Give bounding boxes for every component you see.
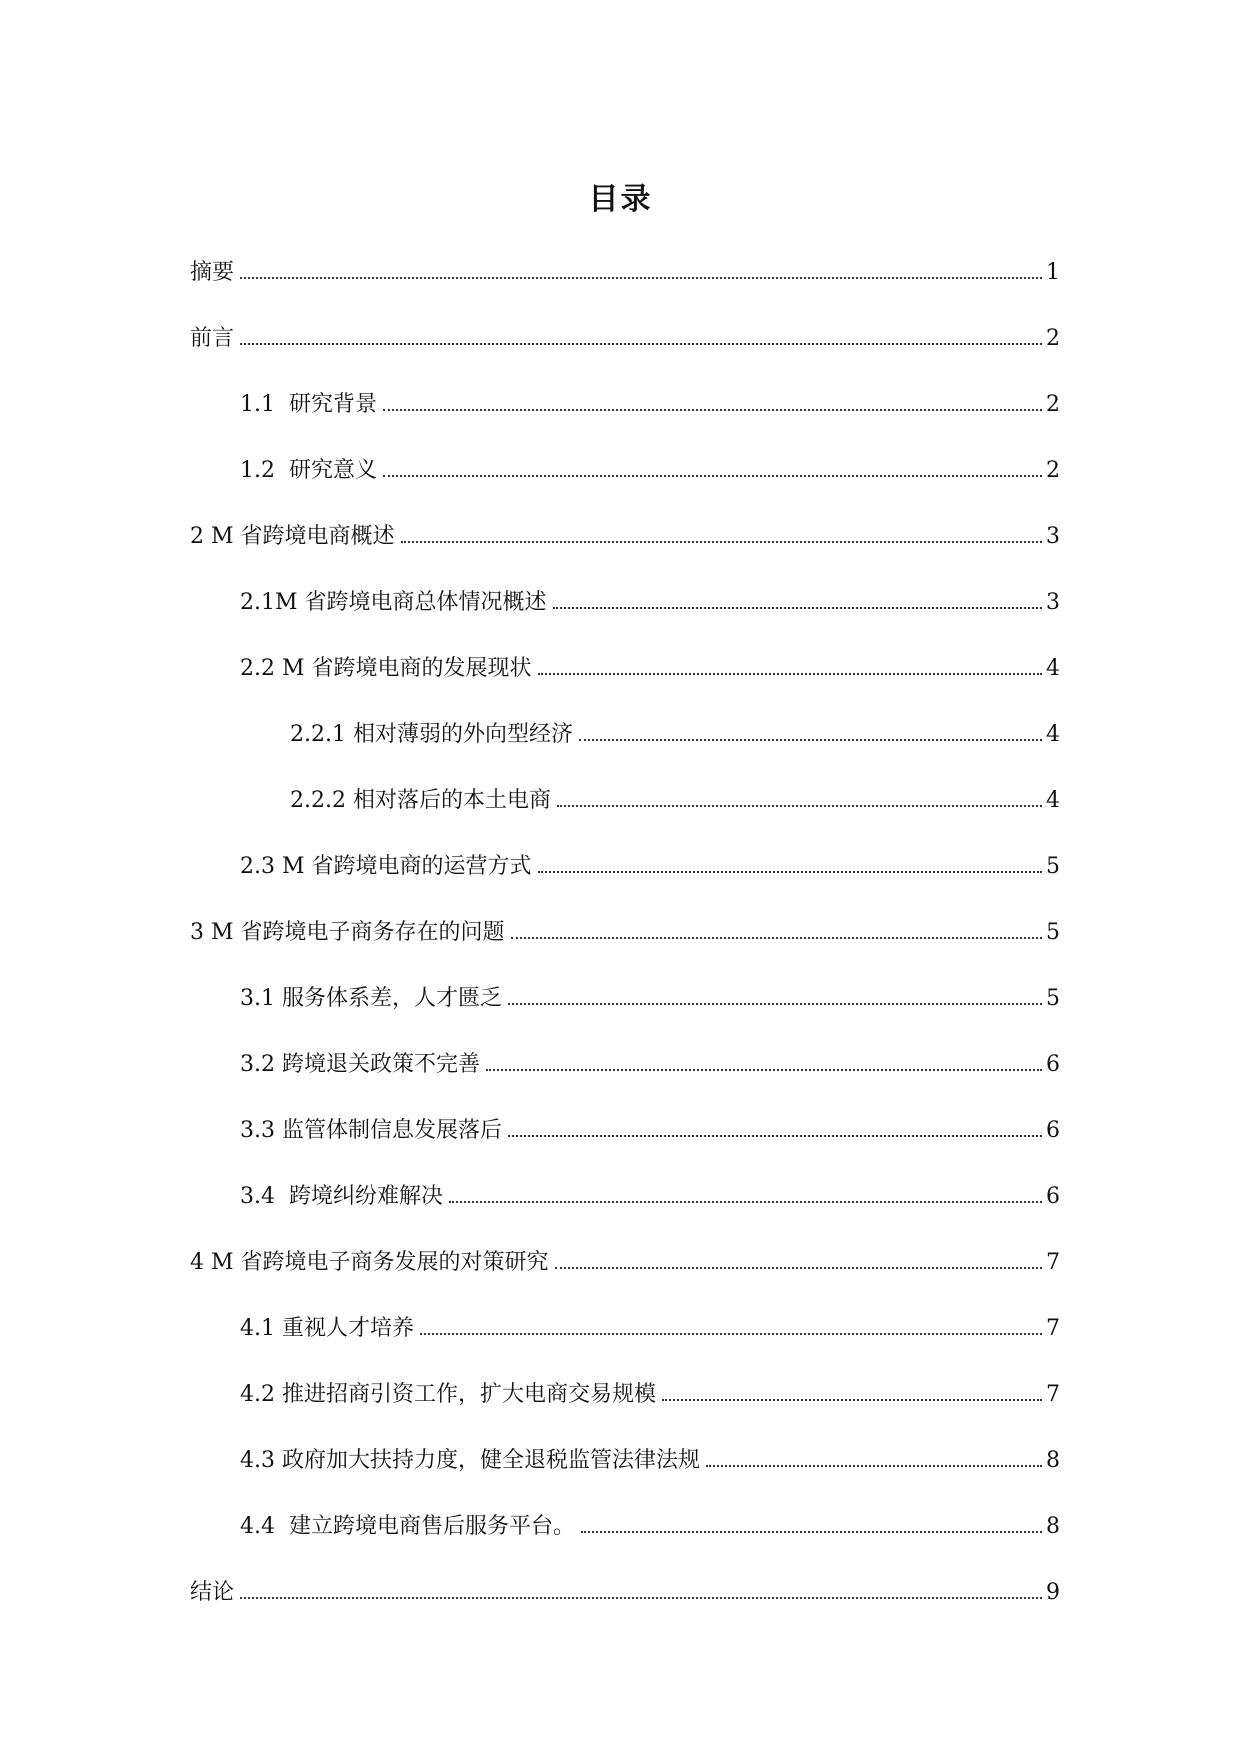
toc-entry-label: 3 M 省跨境电子商务存在的问题 <box>190 920 505 945</box>
toc-dot-leader <box>508 1135 1042 1137</box>
toc-dot-leader <box>383 475 1042 477</box>
toc-entry-page-number: 7 <box>1046 1250 1060 1275</box>
toc-dot-leader <box>420 1333 1042 1335</box>
toc-entry-page-number: 6 <box>1046 1118 1060 1143</box>
table-of-contents <box>190 240 1060 1626</box>
toc-entry-label: 2.1M 省跨境电商总体情况概述 <box>240 590 547 615</box>
toc-entry[interactable] <box>190 1164 1060 1230</box>
toc-entry[interactable] <box>190 1296 1060 1362</box>
toc-entry-page-number: 7 <box>1046 1382 1060 1407</box>
toc-entry-label: 2.2.2 相对落后的本土电商 <box>290 788 551 813</box>
toc-entry-label: 4 M 省跨境电子商务发展的对策研究 <box>190 1250 549 1275</box>
toc-entry-label: 4.1 重视人才培养 <box>240 1316 414 1341</box>
toc-entry-label: 前言 <box>190 326 235 351</box>
toc-entry[interactable] <box>190 504 1060 570</box>
toc-entry-label: 2.2.1 相对薄弱的外向型经济 <box>290 722 573 747</box>
toc-entry-label: 4.3 政府加大扶持力度，健全退税监管法律法规 <box>240 1448 700 1473</box>
toc-dot-leader <box>383 409 1042 411</box>
toc-entry-page-number: 2 <box>1046 326 1060 351</box>
toc-entry-page-number: 7 <box>1046 1316 1060 1341</box>
toc-entry[interactable] <box>190 1362 1060 1428</box>
toc-dot-leader <box>557 805 1042 807</box>
toc-entry-page-number: 6 <box>1046 1184 1060 1209</box>
toc-entry-page-number: 5 <box>1046 986 1060 1011</box>
toc-entry[interactable] <box>190 1560 1060 1626</box>
toc-entry-label: 3.1 服务体系差，人才匮乏 <box>240 986 502 1011</box>
toc-entry[interactable] <box>190 1494 1060 1560</box>
toc-entry[interactable] <box>190 702 1060 768</box>
toc-entry-label: 2 M 省跨境电商概述 <box>190 524 395 549</box>
toc-entry-label: 3.2 跨境退关政策不完善 <box>240 1052 480 1077</box>
toc-entry-page-number: 2 <box>1046 392 1060 417</box>
toc-dot-leader <box>706 1465 1042 1467</box>
toc-dot-leader <box>240 277 1042 279</box>
toc-entry-label: 结论 <box>190 1580 235 1605</box>
toc-entry-label: 4.4 建立跨境电商售后服务平台。 <box>240 1514 575 1539</box>
toc-entry-page-number: 9 <box>1046 1580 1060 1605</box>
toc-entry[interactable] <box>190 372 1060 438</box>
toc-entry-label: 2.2 M 省跨境电商的发展现状 <box>240 656 532 681</box>
page-title: 目录 <box>588 182 653 218</box>
toc-entry[interactable] <box>190 636 1060 702</box>
toc-entry-label: 1.1 研究背景 <box>240 392 377 417</box>
toc-entry[interactable] <box>190 1032 1060 1098</box>
toc-entry-label: 2.3 M 省跨境电商的运营方式 <box>240 854 532 879</box>
toc-dot-leader <box>449 1201 1042 1203</box>
toc-dot-leader <box>508 1003 1042 1005</box>
toc-dot-leader <box>486 1069 1042 1071</box>
toc-entry[interactable] <box>190 768 1060 834</box>
toc-entry-page-number: 8 <box>1046 1514 1060 1539</box>
toc-entry[interactable] <box>190 306 1060 372</box>
toc-entry-page-number: 8 <box>1046 1448 1060 1473</box>
toc-entry-page-number: 3 <box>1046 524 1060 549</box>
toc-entry-page-number: 2 <box>1046 458 1060 483</box>
toc-entry-label: 摘要 <box>190 260 235 285</box>
toc-entry-label: 3.4 跨境纠纷难解决 <box>240 1184 443 1209</box>
toc-entry[interactable] <box>190 1098 1060 1164</box>
toc-entry[interactable] <box>190 1230 1060 1296</box>
toc-entry[interactable] <box>190 1428 1060 1494</box>
toc-entry-page-number: 5 <box>1046 920 1060 945</box>
toc-dot-leader <box>553 607 1042 609</box>
toc-entry[interactable] <box>190 834 1060 900</box>
toc-entry[interactable] <box>190 900 1060 966</box>
toc-entry[interactable] <box>190 570 1060 636</box>
toc-dot-leader <box>401 541 1042 543</box>
toc-entry-page-number: 3 <box>1046 590 1060 615</box>
toc-dot-leader <box>538 871 1042 873</box>
toc-entry-label: 4.2 推进招商引资工作，扩大电商交易规模 <box>240 1382 656 1407</box>
toc-dot-leader <box>581 1531 1042 1533</box>
toc-dot-leader <box>240 1597 1042 1599</box>
toc-entry-label: 3.3 监管体制信息发展落后 <box>240 1118 502 1143</box>
toc-entry[interactable] <box>190 966 1060 1032</box>
toc-entry-page-number: 4 <box>1046 656 1060 681</box>
toc-dot-leader <box>240 343 1042 345</box>
toc-entry-label: 1.2 研究意义 <box>240 458 377 483</box>
toc-entry-page-number: 4 <box>1046 788 1060 813</box>
toc-entry[interactable] <box>190 240 1060 306</box>
toc-dot-leader <box>579 739 1042 741</box>
toc-dot-leader <box>555 1267 1042 1269</box>
toc-entry-page-number: 4 <box>1046 722 1060 747</box>
toc-dot-leader <box>662 1399 1042 1401</box>
toc-dot-leader <box>538 673 1042 675</box>
toc-dot-leader <box>511 937 1042 939</box>
toc-entry-page-number: 6 <box>1046 1052 1060 1077</box>
toc-entry-page-number: 5 <box>1046 854 1060 879</box>
toc-entry-page-number: 1 <box>1046 260 1060 285</box>
toc-entry[interactable] <box>190 438 1060 504</box>
